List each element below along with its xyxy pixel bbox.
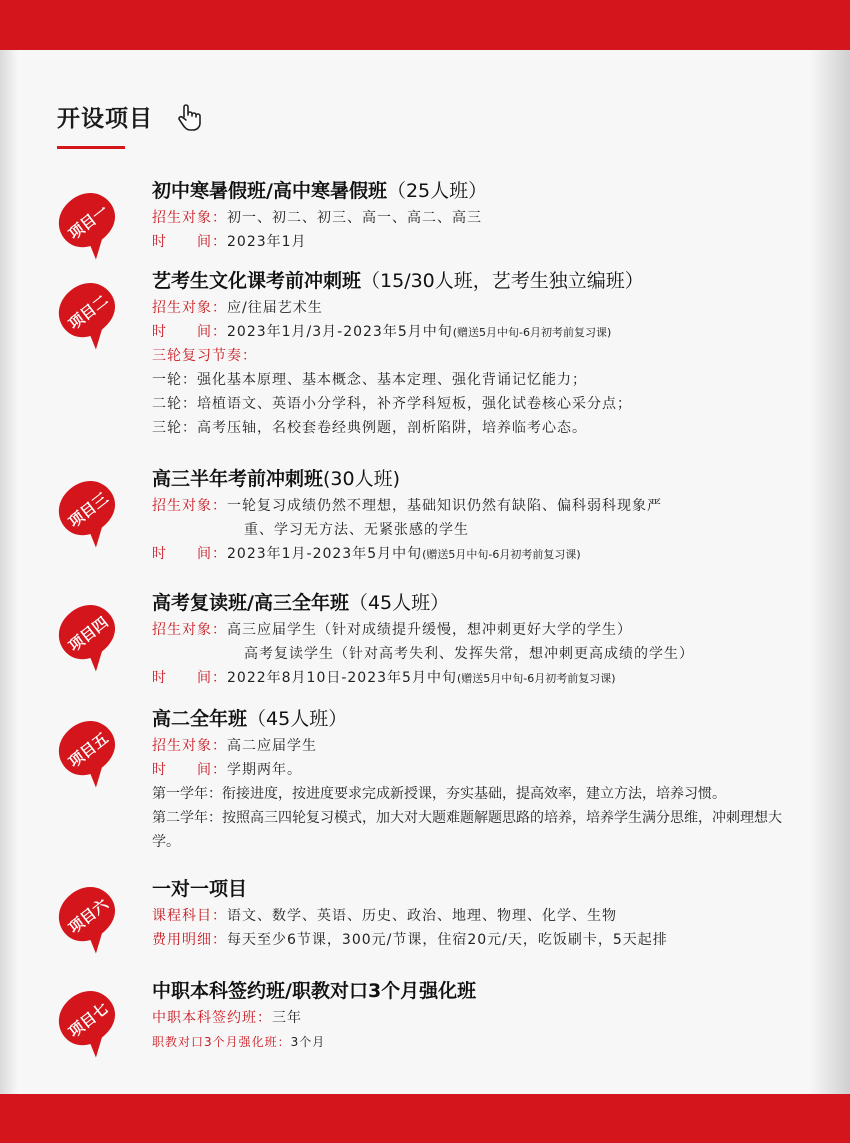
line-1: 中职本科签约班：三年 [152,1010,302,1026]
line-2: 职教对口3个月强化班：3个月 [152,1035,326,1049]
project-2 [152,266,812,440]
time-line: 时 间：2023年1月 [152,234,307,250]
badge-label: 项目五 [65,729,112,772]
page-fold-shadow-left [0,50,18,1094]
project-title: 艺考生文化课考前冲刺班（15/30人班，艺考生独立编班） [152,270,644,292]
pointing-hand-icon [176,103,202,131]
enroll-line: 招生对象：高二应届学生 [152,738,317,754]
project-title: 高二全年班（45人班） [152,708,348,730]
page-fold-shadow-right [810,50,850,1094]
badge-label: 项目三 [65,489,112,532]
subject-line: 课程科目：语文、数学、英语、历史、政治、地理、物理、化学、生物 [152,908,617,924]
badge-label: 项目七 [65,999,112,1042]
bottom-red-band [0,1094,850,1143]
project-badge-2 [52,276,126,350]
enroll-line: 招生对象：一轮复习成绩仍然不理想，基础知识仍然有缺陷、偏科弱科现象严 [152,498,662,514]
project-4 [152,588,812,690]
project-title: 一对一项目 [152,878,248,900]
project-badge-3 [52,474,126,548]
enroll-line: 招生对象：高三应届学生（针对成绩提升缓慢，想冲刺更好大学的学生） [152,622,632,638]
project-badge-7 [52,984,126,1058]
project-title: 中职本科签约班/职教对口3个月强化班 [152,980,477,1002]
project-5 [152,704,812,854]
year-1-line: 第一学年：衔接进度，按进度要求完成新授课，夯实基础，提高效率，建立方法，培养习惯。 [152,786,726,802]
round-1: 一轮：强化基本原理、基本概念、基本定理、强化背诵记忆能力； [152,372,587,388]
year-2-line: 第二学年：按照高三四轮复习模式，加大对大题难题解题思路的培养，培养学生满分思维，冲刺理想大学。 [152,810,782,850]
project-badge-6 [52,880,126,954]
project-title: 高三半年考前冲刺班(30人班) [152,468,401,490]
project-1 [152,176,812,254]
project-badge-5 [52,714,126,788]
enroll-line-cont: 重、学习无方法、无紧张感的学生 [244,522,469,538]
badge-label: 项目六 [65,895,112,938]
project-6 [152,874,812,952]
top-red-band [0,0,850,50]
enroll-line-cont: 高考复读学生（针对高考失利、发挥失常，想冲刺更高成绩的学生） [244,646,694,662]
section-title: 开设项目 [57,106,153,132]
rhythm-label: 三轮复习节奏： [152,348,257,364]
time-line: 时 间：2022年8月10日-2023年5月中旬(赠送5月中旬-6月初考前复习课) [152,670,616,686]
round-3: 三轮：高考压轴，名校套卷经典例题，剖析陷阱，培养临考心态。 [152,420,587,436]
title-underline [57,146,125,149]
enroll-line: 招生对象：应/往届艺术生 [152,300,323,316]
time-line: 时 间：2023年1月/3月-2023年5月中旬(赠送5月中旬-6月初考前复习课) [152,324,612,340]
time-line: 时 间：2023年1月-2023年5月中旬(赠送5月中旬-6月初考前复习课) [152,546,581,562]
badge-label: 项目二 [65,291,112,334]
project-7 [152,976,812,1054]
time-line: 时 间：学期两年。 [152,762,302,778]
project-title: 高考复读班/高三全年班（45人班） [152,592,450,614]
round-2: 二轮：培植语文、英语小分学科，补齐学科短板，强化试卷核心采分点； [152,396,632,412]
project-3 [152,464,812,566]
enroll-line: 招生对象：初一、初二、初三、高一、高二、高三 [152,210,482,226]
project-title: 初中寒暑假班/高中寒暑假班（25人班） [152,180,488,202]
project-badge-4 [52,598,126,672]
badge-label: 项目四 [65,613,112,656]
badge-label: 项目一 [65,201,112,244]
project-badge-1 [52,186,126,260]
fee-line: 费用明细：每天至少6节课，300元/节课，住宿20元/天，吃饭刷卡，5天起排 [152,932,668,948]
